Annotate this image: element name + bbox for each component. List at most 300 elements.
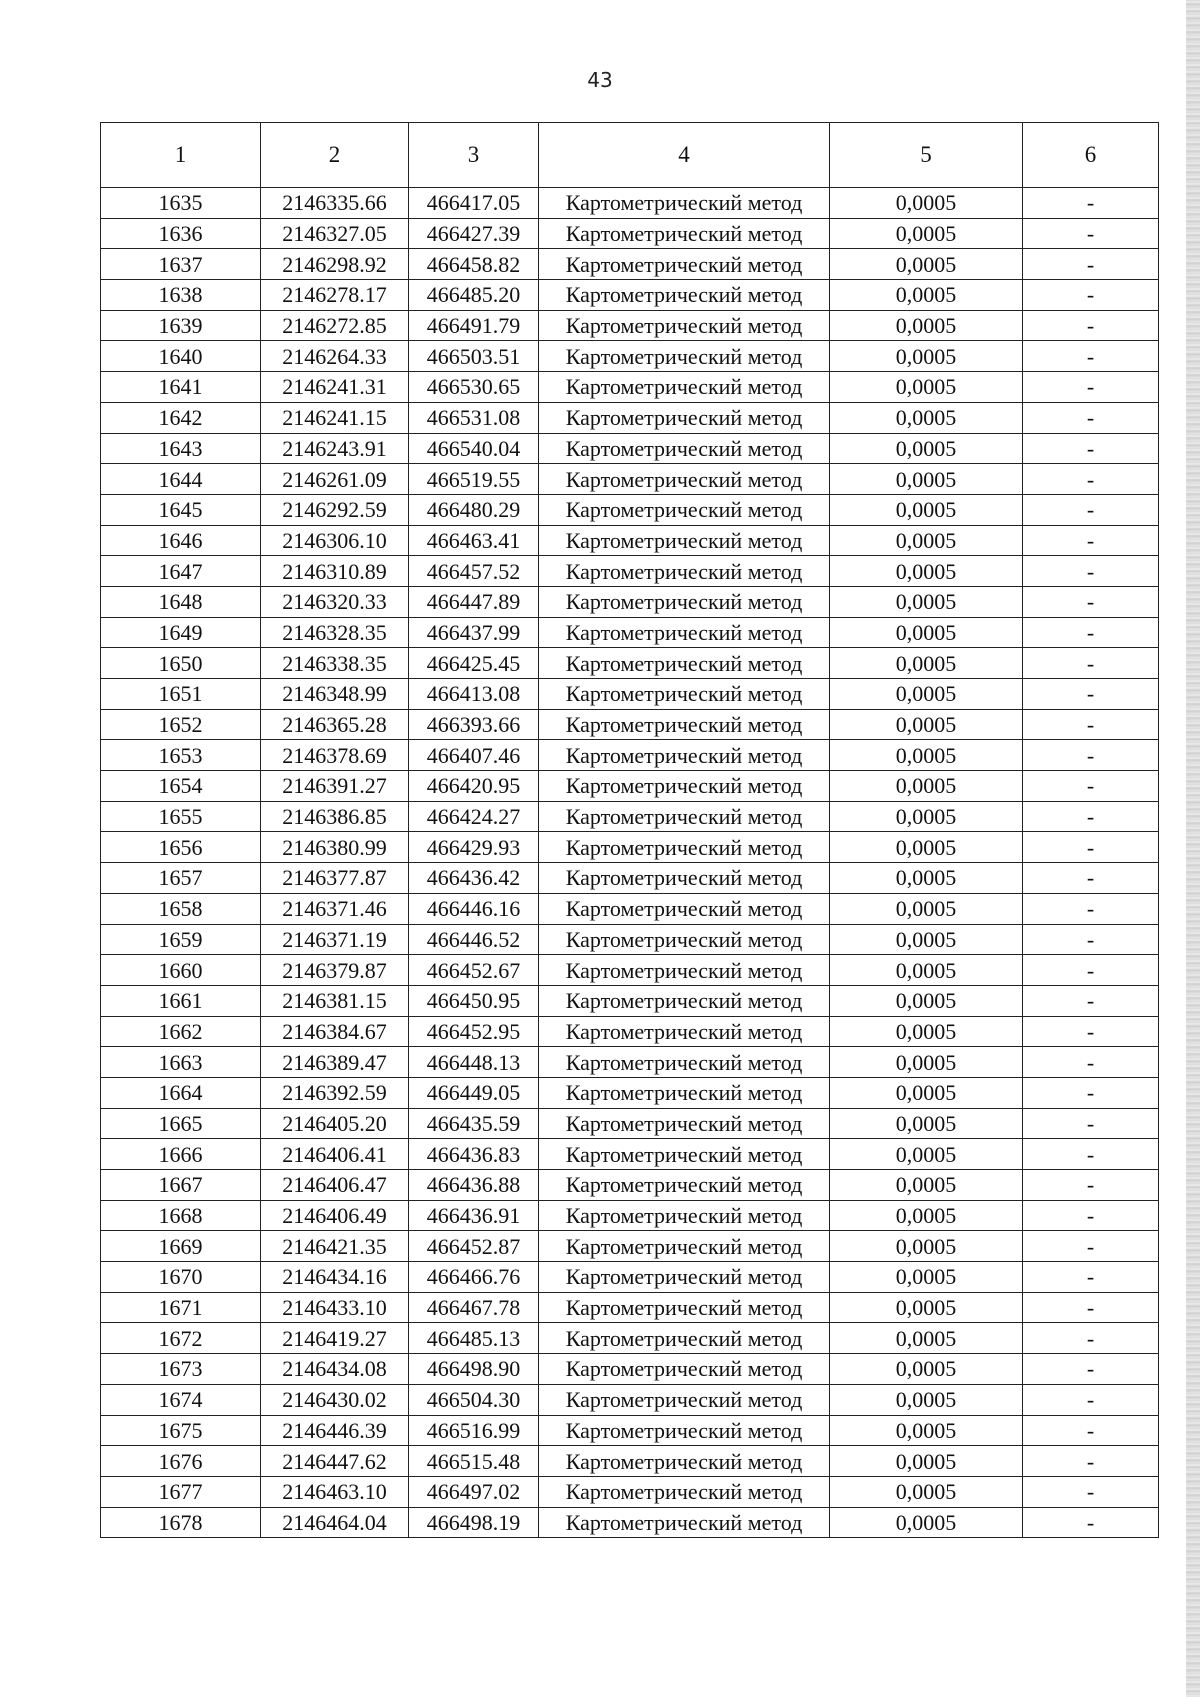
y-coordinate-cell: 466446.16 <box>409 893 539 924</box>
note-cell: - <box>1023 1384 1159 1415</box>
note-cell: - <box>1023 740 1159 771</box>
point-number-cell: 1676 <box>101 1446 261 1477</box>
y-coordinate-cell: 466447.89 <box>409 586 539 617</box>
table-row <box>101 372 1159 403</box>
y-coordinate-cell: 466519.55 <box>409 464 539 495</box>
table-body <box>101 188 1159 1538</box>
table-row <box>101 985 1159 1016</box>
y-coordinate-cell: 466452.87 <box>409 1231 539 1262</box>
table-row <box>101 218 1159 249</box>
method-cell: Картометрический метод <box>539 1507 830 1538</box>
method-cell: Картометрический метод <box>539 1323 830 1354</box>
method-cell: Картометрический метод <box>539 341 830 372</box>
note-cell: - <box>1023 801 1159 832</box>
note-cell: - <box>1023 341 1159 372</box>
table-row <box>101 801 1159 832</box>
method-cell: Картометрический метод <box>539 679 830 710</box>
x-coordinate-cell: 2146306.10 <box>261 525 409 556</box>
y-coordinate-cell: 466417.05 <box>409 188 539 219</box>
method-cell: Картометрический метод <box>539 433 830 464</box>
point-number-cell: 1673 <box>101 1354 261 1385</box>
note-cell: - <box>1023 1047 1159 1078</box>
note-cell: - <box>1023 832 1159 863</box>
note-cell: - <box>1023 1323 1159 1354</box>
method-cell: Картометрический метод <box>539 863 830 894</box>
note-cell: - <box>1023 372 1159 403</box>
accuracy-cell: 0,0005 <box>830 863 1023 894</box>
y-coordinate-cell: 466427.39 <box>409 218 539 249</box>
method-cell: Картометрический метод <box>539 1415 830 1446</box>
note-cell: - <box>1023 525 1159 556</box>
y-coordinate-cell: 466503.51 <box>409 341 539 372</box>
note-cell: - <box>1023 863 1159 894</box>
method-cell: Картометрический метод <box>539 494 830 525</box>
y-coordinate-cell: 466437.99 <box>409 617 539 648</box>
accuracy-cell: 0,0005 <box>830 771 1023 802</box>
note-cell: - <box>1023 218 1159 249</box>
x-coordinate-cell: 2146389.47 <box>261 1047 409 1078</box>
point-number-cell: 1641 <box>101 372 261 403</box>
x-coordinate-cell: 2146446.39 <box>261 1415 409 1446</box>
point-number-cell: 1670 <box>101 1262 261 1293</box>
table-row <box>101 1292 1159 1323</box>
point-number-cell: 1656 <box>101 832 261 863</box>
y-coordinate-cell: 466530.65 <box>409 372 539 403</box>
table-row <box>101 1047 1159 1078</box>
note-cell: - <box>1023 1446 1159 1477</box>
table-row <box>101 586 1159 617</box>
point-number-cell: 1661 <box>101 985 261 1016</box>
header-row <box>101 123 1159 188</box>
x-coordinate-cell: 2146278.17 <box>261 280 409 311</box>
point-number-cell: 1664 <box>101 1077 261 1108</box>
note-cell: - <box>1023 1292 1159 1323</box>
y-coordinate-cell: 466498.19 <box>409 1507 539 1538</box>
note-cell: - <box>1023 1507 1159 1538</box>
note-cell: - <box>1023 1476 1159 1507</box>
x-coordinate-cell: 2146371.19 <box>261 924 409 955</box>
note-cell: - <box>1023 617 1159 648</box>
y-coordinate-cell: 466436.91 <box>409 1200 539 1231</box>
x-coordinate-cell: 2146310.89 <box>261 556 409 587</box>
x-coordinate-cell: 2146365.28 <box>261 709 409 740</box>
point-number-cell: 1649 <box>101 617 261 648</box>
x-coordinate-cell: 2146379.87 <box>261 955 409 986</box>
method-cell: Картометрический метод <box>539 955 830 986</box>
accuracy-cell: 0,0005 <box>830 433 1023 464</box>
table-row <box>101 464 1159 495</box>
scan-edge-artifact <box>1186 0 1200 1697</box>
y-coordinate-cell: 466491.79 <box>409 310 539 341</box>
method-cell: Картометрический метод <box>539 924 830 955</box>
x-coordinate-cell: 2146430.02 <box>261 1384 409 1415</box>
table-row <box>101 1262 1159 1293</box>
method-cell: Картометрический метод <box>539 1077 830 1108</box>
point-number-cell: 1651 <box>101 679 261 710</box>
table-row <box>101 955 1159 986</box>
table-row <box>101 1476 1159 1507</box>
point-number-cell: 1640 <box>101 341 261 372</box>
table-row <box>101 709 1159 740</box>
method-cell: Картометрический метод <box>539 1016 830 1047</box>
note-cell: - <box>1023 679 1159 710</box>
y-coordinate-cell: 466393.66 <box>409 709 539 740</box>
accuracy-cell: 0,0005 <box>830 1077 1023 1108</box>
y-coordinate-cell: 466531.08 <box>409 402 539 433</box>
header-col-4: 4 <box>539 123 830 188</box>
accuracy-cell: 0,0005 <box>830 1262 1023 1293</box>
method-cell: Картометрический метод <box>539 525 830 556</box>
page-number: 43 <box>587 68 613 92</box>
table-row <box>101 249 1159 280</box>
point-number-cell: 1644 <box>101 464 261 495</box>
point-number-cell: 1671 <box>101 1292 261 1323</box>
method-cell: Картометрический метод <box>539 1170 830 1201</box>
note-cell: - <box>1023 1139 1159 1170</box>
accuracy-cell: 0,0005 <box>830 801 1023 832</box>
accuracy-cell: 0,0005 <box>830 1354 1023 1385</box>
y-coordinate-cell: 466480.29 <box>409 494 539 525</box>
x-coordinate-cell: 2146243.91 <box>261 433 409 464</box>
y-coordinate-cell: 466452.67 <box>409 955 539 986</box>
x-coordinate-cell: 2146241.31 <box>261 372 409 403</box>
header-col-1: 1 <box>101 123 261 188</box>
accuracy-cell: 0,0005 <box>830 648 1023 679</box>
x-coordinate-cell: 2146434.16 <box>261 1262 409 1293</box>
accuracy-cell: 0,0005 <box>830 1231 1023 1262</box>
x-coordinate-cell: 2146433.10 <box>261 1292 409 1323</box>
accuracy-cell: 0,0005 <box>830 188 1023 219</box>
table-row <box>101 1108 1159 1139</box>
table-row <box>101 832 1159 863</box>
x-coordinate-cell: 2146406.47 <box>261 1170 409 1201</box>
table-row <box>101 556 1159 587</box>
y-coordinate-cell: 466516.99 <box>409 1415 539 1446</box>
x-coordinate-cell: 2146463.10 <box>261 1476 409 1507</box>
accuracy-cell: 0,0005 <box>830 1047 1023 1078</box>
x-coordinate-cell: 2146371.46 <box>261 893 409 924</box>
note-cell: - <box>1023 433 1159 464</box>
accuracy-cell: 0,0005 <box>830 280 1023 311</box>
x-coordinate-cell: 2146327.05 <box>261 218 409 249</box>
accuracy-cell: 0,0005 <box>830 1415 1023 1446</box>
x-coordinate-cell: 2146292.59 <box>261 494 409 525</box>
y-coordinate-cell: 466452.95 <box>409 1016 539 1047</box>
header-col-6: 6 <box>1023 123 1159 188</box>
table-row <box>101 648 1159 679</box>
point-number-cell: 1648 <box>101 586 261 617</box>
method-cell: Картометрический метод <box>539 985 830 1016</box>
table-row <box>101 494 1159 525</box>
note-cell: - <box>1023 1200 1159 1231</box>
x-coordinate-cell: 2146391.27 <box>261 771 409 802</box>
x-coordinate-cell: 2146386.85 <box>261 801 409 832</box>
accuracy-cell: 0,0005 <box>830 1507 1023 1538</box>
accuracy-cell: 0,0005 <box>830 1139 1023 1170</box>
point-number-cell: 1637 <box>101 249 261 280</box>
x-coordinate-cell: 2146434.08 <box>261 1354 409 1385</box>
method-cell: Картометрический метод <box>539 1446 830 1477</box>
point-number-cell: 1652 <box>101 709 261 740</box>
accuracy-cell: 0,0005 <box>830 310 1023 341</box>
point-number-cell: 1677 <box>101 1476 261 1507</box>
point-number-cell: 1646 <box>101 525 261 556</box>
table-row <box>101 1507 1159 1538</box>
note-cell: - <box>1023 310 1159 341</box>
point-number-cell: 1659 <box>101 924 261 955</box>
point-number-cell: 1638 <box>101 280 261 311</box>
method-cell: Картометрический метод <box>539 188 830 219</box>
table-row <box>101 341 1159 372</box>
table-row <box>101 740 1159 771</box>
table-row <box>101 280 1159 311</box>
table-row <box>101 525 1159 556</box>
point-number-cell: 1635 <box>101 188 261 219</box>
x-coordinate-cell: 2146447.62 <box>261 1446 409 1477</box>
x-coordinate-cell: 2146261.09 <box>261 464 409 495</box>
note-cell: - <box>1023 893 1159 924</box>
point-number-cell: 1658 <box>101 893 261 924</box>
x-coordinate-cell: 2146405.20 <box>261 1108 409 1139</box>
table-row <box>101 1446 1159 1477</box>
point-number-cell: 1668 <box>101 1200 261 1231</box>
header-col-3: 3 <box>409 123 539 188</box>
y-coordinate-cell: 466424.27 <box>409 801 539 832</box>
x-coordinate-cell: 2146380.99 <box>261 832 409 863</box>
y-coordinate-cell: 466485.13 <box>409 1323 539 1354</box>
note-cell: - <box>1023 709 1159 740</box>
accuracy-cell: 0,0005 <box>830 832 1023 863</box>
accuracy-cell: 0,0005 <box>830 402 1023 433</box>
point-number-cell: 1643 <box>101 433 261 464</box>
table-row <box>101 1231 1159 1262</box>
method-cell: Картометрический метод <box>539 1200 830 1231</box>
method-cell: Картометрический метод <box>539 372 830 403</box>
point-number-cell: 1636 <box>101 218 261 249</box>
y-coordinate-cell: 466436.88 <box>409 1170 539 1201</box>
method-cell: Картометрический метод <box>539 1108 830 1139</box>
accuracy-cell: 0,0005 <box>830 1292 1023 1323</box>
y-coordinate-cell: 466466.76 <box>409 1262 539 1293</box>
point-number-cell: 1669 <box>101 1231 261 1262</box>
accuracy-cell: 0,0005 <box>830 1384 1023 1415</box>
point-number-cell: 1657 <box>101 863 261 894</box>
point-number-cell: 1653 <box>101 740 261 771</box>
method-cell: Картометрический метод <box>539 464 830 495</box>
point-number-cell: 1650 <box>101 648 261 679</box>
table-row <box>101 893 1159 924</box>
method-cell: Картометрический метод <box>539 1292 830 1323</box>
accuracy-cell: 0,0005 <box>830 1170 1023 1201</box>
x-coordinate-cell: 2146421.35 <box>261 1231 409 1262</box>
accuracy-cell: 0,0005 <box>830 985 1023 1016</box>
table-row <box>101 1139 1159 1170</box>
method-cell: Картометрический метод <box>539 249 830 280</box>
note-cell: - <box>1023 1108 1159 1139</box>
method-cell: Картометрический метод <box>539 893 830 924</box>
note-cell: - <box>1023 280 1159 311</box>
accuracy-cell: 0,0005 <box>830 341 1023 372</box>
accuracy-cell: 0,0005 <box>830 1200 1023 1231</box>
point-number-cell: 1660 <box>101 955 261 986</box>
point-number-cell: 1667 <box>101 1170 261 1201</box>
note-cell: - <box>1023 1231 1159 1262</box>
note-cell: - <box>1023 402 1159 433</box>
table-row <box>101 402 1159 433</box>
point-number-cell: 1654 <box>101 771 261 802</box>
x-coordinate-cell: 2146328.35 <box>261 617 409 648</box>
accuracy-cell: 0,0005 <box>830 1446 1023 1477</box>
table-row <box>101 188 1159 219</box>
note-cell: - <box>1023 1170 1159 1201</box>
y-coordinate-cell: 466540.04 <box>409 433 539 464</box>
y-coordinate-cell: 466504.30 <box>409 1384 539 1415</box>
accuracy-cell: 0,0005 <box>830 1476 1023 1507</box>
y-coordinate-cell: 466448.13 <box>409 1047 539 1078</box>
table-row <box>101 1170 1159 1201</box>
method-cell: Картометрический метод <box>539 586 830 617</box>
y-coordinate-cell: 466450.95 <box>409 985 539 1016</box>
point-number-cell: 1678 <box>101 1507 261 1538</box>
accuracy-cell: 0,0005 <box>830 617 1023 648</box>
note-cell: - <box>1023 586 1159 617</box>
y-coordinate-cell: 466449.05 <box>409 1077 539 1108</box>
table-row <box>101 433 1159 464</box>
accuracy-cell: 0,0005 <box>830 1108 1023 1139</box>
x-coordinate-cell: 2146320.33 <box>261 586 409 617</box>
y-coordinate-cell: 466458.82 <box>409 249 539 280</box>
accuracy-cell: 0,0005 <box>830 1323 1023 1354</box>
accuracy-cell: 0,0005 <box>830 556 1023 587</box>
method-cell: Картометрический метод <box>539 617 830 648</box>
y-coordinate-cell: 466425.45 <box>409 648 539 679</box>
note-cell: - <box>1023 924 1159 955</box>
table-row <box>101 310 1159 341</box>
x-coordinate-cell: 2146272.85 <box>261 310 409 341</box>
method-cell: Картометрический метод <box>539 832 830 863</box>
accuracy-cell: 0,0005 <box>830 1016 1023 1047</box>
note-cell: - <box>1023 1077 1159 1108</box>
accuracy-cell: 0,0005 <box>830 893 1023 924</box>
point-number-cell: 1655 <box>101 801 261 832</box>
method-cell: Картометрический метод <box>539 1262 830 1293</box>
method-cell: Картометрический метод <box>539 1476 830 1507</box>
x-coordinate-cell: 2146419.27 <box>261 1323 409 1354</box>
method-cell: Картометрический метод <box>539 1354 830 1385</box>
header-col-5: 5 <box>830 123 1023 188</box>
accuracy-cell: 0,0005 <box>830 525 1023 556</box>
accuracy-cell: 0,0005 <box>830 494 1023 525</box>
point-number-cell: 1662 <box>101 1016 261 1047</box>
note-cell: - <box>1023 464 1159 495</box>
y-coordinate-cell: 466467.78 <box>409 1292 539 1323</box>
method-cell: Картометрический метод <box>539 280 830 311</box>
x-coordinate-cell: 2146298.92 <box>261 249 409 280</box>
accuracy-cell: 0,0005 <box>830 709 1023 740</box>
y-coordinate-cell: 466435.59 <box>409 1108 539 1139</box>
method-cell: Картометрический метод <box>539 801 830 832</box>
table-row <box>101 863 1159 894</box>
y-coordinate-cell: 466429.93 <box>409 832 539 863</box>
x-coordinate-cell: 2146464.04 <box>261 1507 409 1538</box>
point-number-cell: 1674 <box>101 1384 261 1415</box>
x-coordinate-cell: 2146381.15 <box>261 985 409 1016</box>
note-cell: - <box>1023 1016 1159 1047</box>
table-row <box>101 1384 1159 1415</box>
y-coordinate-cell: 466446.52 <box>409 924 539 955</box>
point-number-cell: 1645 <box>101 494 261 525</box>
note-cell: - <box>1023 494 1159 525</box>
method-cell: Картометрический метод <box>539 218 830 249</box>
table-header <box>101 123 1159 188</box>
table-row <box>101 1077 1159 1108</box>
method-cell: Картометрический метод <box>539 310 830 341</box>
y-coordinate-cell: 466457.52 <box>409 556 539 587</box>
y-coordinate-cell: 466498.90 <box>409 1354 539 1385</box>
note-cell: - <box>1023 771 1159 802</box>
note-cell: - <box>1023 249 1159 280</box>
x-coordinate-cell: 2146241.15 <box>261 402 409 433</box>
note-cell: - <box>1023 985 1159 1016</box>
note-cell: - <box>1023 1262 1159 1293</box>
x-coordinate-cell: 2146378.69 <box>261 740 409 771</box>
note-cell: - <box>1023 955 1159 986</box>
accuracy-cell: 0,0005 <box>830 218 1023 249</box>
y-coordinate-cell: 466436.83 <box>409 1139 539 1170</box>
y-coordinate-cell: 466420.95 <box>409 771 539 802</box>
table-row <box>101 617 1159 648</box>
point-number-cell: 1675 <box>101 1415 261 1446</box>
table-row <box>101 1415 1159 1446</box>
table-row <box>101 1200 1159 1231</box>
y-coordinate-cell: 466515.48 <box>409 1446 539 1477</box>
x-coordinate-cell: 2146406.49 <box>261 1200 409 1231</box>
point-number-cell: 1672 <box>101 1323 261 1354</box>
method-cell: Картометрический метод <box>539 771 830 802</box>
y-coordinate-cell: 466497.02 <box>409 1476 539 1507</box>
x-coordinate-cell: 2146377.87 <box>261 863 409 894</box>
x-coordinate-cell: 2146335.66 <box>261 188 409 219</box>
method-cell: Картометрический метод <box>539 1231 830 1262</box>
x-coordinate-cell: 2146264.33 <box>261 341 409 372</box>
table-row <box>101 771 1159 802</box>
accuracy-cell: 0,0005 <box>830 955 1023 986</box>
method-cell: Картометрический метод <box>539 556 830 587</box>
point-number-cell: 1642 <box>101 402 261 433</box>
point-number-cell: 1639 <box>101 310 261 341</box>
method-cell: Картометрический метод <box>539 1139 830 1170</box>
accuracy-cell: 0,0005 <box>830 372 1023 403</box>
x-coordinate-cell: 2146392.59 <box>261 1077 409 1108</box>
table-row <box>101 1016 1159 1047</box>
point-number-cell: 1647 <box>101 556 261 587</box>
y-coordinate-cell: 466463.41 <box>409 525 539 556</box>
note-cell: - <box>1023 556 1159 587</box>
coordinates-table <box>100 122 1159 1538</box>
y-coordinate-cell: 466436.42 <box>409 863 539 894</box>
x-coordinate-cell: 2146406.41 <box>261 1139 409 1170</box>
note-cell: - <box>1023 1415 1159 1446</box>
point-number-cell: 1666 <box>101 1139 261 1170</box>
note-cell: - <box>1023 188 1159 219</box>
point-number-cell: 1663 <box>101 1047 261 1078</box>
method-cell: Картометрический метод <box>539 709 830 740</box>
accuracy-cell: 0,0005 <box>830 740 1023 771</box>
y-coordinate-cell: 466485.20 <box>409 280 539 311</box>
point-number-cell: 1665 <box>101 1108 261 1139</box>
accuracy-cell: 0,0005 <box>830 924 1023 955</box>
method-cell: Картометрический метод <box>539 1384 830 1415</box>
